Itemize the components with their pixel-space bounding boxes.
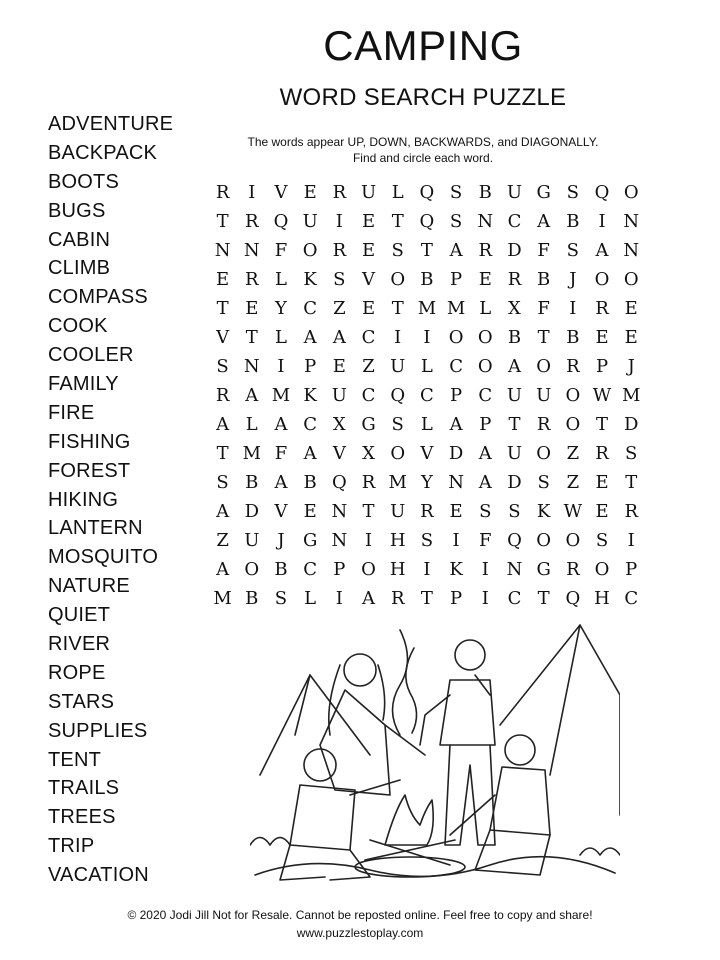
grid-row (208, 468, 646, 497)
grid-letter[interactable]: L (245, 414, 258, 435)
grid-letter[interactable]: H (389, 530, 406, 551)
word-list-item: FAMILY (48, 373, 119, 396)
word-list-item: STARS (48, 690, 115, 713)
grid-letter[interactable]: S (566, 182, 580, 203)
grid-letter[interactable]: M (446, 298, 466, 319)
grid-letter[interactable]: S (391, 240, 404, 261)
grid-letter[interactable]: F (537, 298, 550, 319)
grid-letter[interactable]: C (507, 211, 522, 232)
word-list-item: BOOTS (48, 170, 120, 193)
grid-letter[interactable]: C (478, 385, 493, 406)
grid-letter[interactable]: E (361, 240, 376, 261)
grid-letter[interactable]: S (479, 501, 492, 522)
grid-letter[interactable]: V (274, 501, 288, 522)
grid-letter[interactable]: T (625, 472, 638, 493)
word-list-item: LANTERN (48, 517, 143, 540)
grid-letter[interactable]: V (216, 327, 230, 348)
grid-row (208, 381, 646, 410)
grid-letter[interactable]: A (478, 443, 492, 464)
grid-letter[interactable]: S (449, 182, 463, 203)
grid-letter[interactable]: O (565, 414, 581, 435)
grid-letter[interactable]: Q (331, 472, 347, 493)
word-list-item: TENT (48, 748, 102, 771)
person-woman-icon (344, 654, 376, 686)
word-list-item: CABIN (48, 228, 111, 251)
instructions (200, 134, 646, 166)
word-list-item: TRAILS (48, 777, 120, 800)
grid-letter[interactable]: N (506, 559, 523, 580)
grid-letter[interactable]: M (417, 298, 437, 319)
grid-row (208, 236, 646, 265)
grid-letter[interactable]: C (303, 559, 318, 580)
grid-letter[interactable]: L (274, 269, 287, 290)
grid-letter[interactable]: R (595, 443, 609, 464)
grid-letter[interactable]: U (536, 385, 552, 406)
grid-row (208, 178, 646, 207)
grid-letter[interactable]: M (622, 385, 641, 406)
grid-letter[interactable]: B (274, 559, 288, 580)
grid-letter[interactable]: J (277, 530, 285, 551)
grid-letter[interactable]: T (216, 211, 229, 232)
grid-letter[interactable]: T (391, 298, 404, 319)
grid-letter[interactable]: V (332, 443, 346, 464)
grid-letter[interactable]: C (420, 385, 434, 406)
grid-letter[interactable]: E (595, 501, 609, 522)
grid-letter[interactable]: A (362, 588, 376, 609)
grid-letter[interactable]: E (303, 501, 317, 522)
grid-letter[interactable]: E (361, 298, 376, 319)
grid-row (208, 555, 646, 584)
grid-letter[interactable]: T (362, 501, 375, 522)
grid-letter[interactable]: U (506, 182, 523, 203)
grid-letter[interactable]: L (304, 588, 317, 609)
grid-letter[interactable]: X (508, 298, 521, 319)
grid-letter[interactable]: D (624, 414, 639, 435)
grid-letter[interactable]: O (390, 269, 406, 290)
grid-letter[interactable]: R (245, 269, 259, 290)
grid-letter[interactable]: R (624, 501, 638, 522)
grid-letter[interactable]: N (331, 530, 348, 551)
grid-letter[interactable]: R (420, 501, 434, 522)
grid-letter[interactable]: C (449, 356, 463, 377)
grid-letter[interactable]: S (420, 530, 434, 551)
grid-row (208, 439, 646, 468)
letter-grid (208, 178, 646, 613)
grid-letter[interactable]: N (331, 501, 348, 522)
grid-letter[interactable]: S (274, 588, 288, 609)
grid-letter[interactable]: S (449, 211, 463, 232)
grid-letter[interactable]: I (481, 559, 489, 580)
grid-letter[interactable]: C (303, 414, 318, 435)
grid-letter[interactable]: U (302, 211, 318, 232)
grid-letter[interactable]: C (624, 588, 639, 609)
grid-letter[interactable]: U (506, 385, 523, 406)
word-list-item: BUGS (48, 199, 106, 222)
grid-letter[interactable]: O (302, 240, 318, 261)
grid-letter[interactable]: A (537, 211, 551, 232)
grid-letter[interactable]: K (449, 559, 463, 580)
grid-letter[interactable]: R (566, 559, 580, 580)
camping-family-campfire-illustration (250, 615, 620, 895)
person-boy-icon (304, 749, 336, 781)
grid-row (208, 526, 646, 555)
grid-letter[interactable]: D (448, 443, 464, 464)
grid-row (208, 207, 646, 236)
grid-letter[interactable]: B (566, 211, 580, 232)
grid-letter[interactable]: P (450, 588, 463, 609)
grid-letter[interactable]: E (216, 269, 230, 290)
grid-row (208, 410, 646, 439)
grid-letter[interactable]: L (274, 327, 287, 348)
grid-letter[interactable]: G (302, 530, 318, 551)
grid-row (208, 323, 646, 352)
grid-row (208, 584, 646, 613)
grid-letter[interactable]: N (623, 240, 640, 261)
grid-letter[interactable]: I (452, 530, 460, 551)
word-list-item: FISHING (48, 430, 131, 453)
grid-letter[interactable]: Q (419, 182, 435, 203)
grid-row (208, 265, 646, 294)
grid-letter[interactable]: B (245, 588, 259, 609)
grid-letter[interactable]: M (242, 443, 261, 464)
grid-letter[interactable]: S (391, 414, 404, 435)
grid-letter[interactable]: P (450, 269, 463, 290)
grid-letter[interactable]: U (390, 501, 406, 522)
grid-letter[interactable]: K (303, 385, 317, 406)
grid-letter[interactable]: L (420, 414, 433, 435)
grid-letter[interactable]: R (478, 240, 493, 261)
grid-letter[interactable]: V (362, 269, 376, 290)
grid-letter[interactable]: S (625, 443, 638, 464)
grid-letter[interactable]: R (536, 414, 551, 435)
grid-letter[interactable]: N (448, 472, 464, 493)
grid-letter[interactable]: P (595, 356, 609, 377)
grid-letter[interactable]: O (536, 530, 552, 551)
grid-letter[interactable]: N (623, 211, 640, 232)
word-list-item: TREES (48, 806, 116, 829)
grid-letter[interactable]: M (213, 588, 232, 609)
grid-letter[interactable]: I (248, 182, 256, 203)
grid-letter[interactable]: C (361, 327, 376, 348)
grid-letter[interactable]: P (479, 414, 492, 435)
grid-letter[interactable]: F (479, 530, 492, 551)
grid-letter[interactable]: C (361, 385, 376, 406)
grid-letter[interactable]: A (303, 443, 317, 464)
grid-letter[interactable]: I (277, 356, 285, 377)
copyright-notice: © 2020 Jodi Jill Not for Resale. Cannot be reposted online. Feel free to copy and share! (127, 908, 593, 922)
right-tent-icon (500, 625, 620, 815)
grid-letter[interactable]: T (216, 443, 229, 464)
word-list-item: COMPASS (48, 286, 148, 309)
grid-letter[interactable]: Z (333, 298, 346, 319)
grid-row (208, 294, 646, 323)
word-list-item: RIVER (48, 633, 111, 656)
grid-letter[interactable]: Q (594, 182, 610, 203)
grid-letter[interactable]: O (361, 559, 376, 580)
grid-letter[interactable]: K (536, 501, 551, 522)
grid-letter[interactable]: P (304, 356, 317, 377)
grid-letter[interactable]: L (479, 298, 492, 319)
grid-letter[interactable]: Z (362, 356, 375, 377)
grid-letter[interactable]: P (450, 385, 463, 406)
grid-letter[interactable]: O (477, 356, 493, 377)
grid-letter[interactable]: B (507, 327, 522, 348)
grid-letter[interactable]: E (624, 327, 638, 348)
grid-letter[interactable]: P (625, 559, 638, 580)
grid-letter[interactable]: R (361, 472, 376, 493)
grid-letter[interactable]: H (389, 559, 406, 580)
grid-letter[interactable]: E (449, 501, 463, 522)
grid-letter[interactable]: I (569, 298, 577, 319)
grid-letter[interactable]: G (536, 182, 551, 203)
word-list (48, 110, 173, 890)
grid-letter[interactable]: X (362, 443, 375, 464)
grid-letter[interactable]: W (563, 501, 583, 522)
grid-letter[interactable]: R (390, 588, 405, 609)
grid-letter[interactable]: K (303, 269, 317, 290)
puzzle-subtitle: WORD SEARCH PUZZLE (279, 84, 567, 111)
grid-letter[interactable]: U (360, 182, 377, 203)
grid-letter[interactable]: B (537, 269, 551, 290)
grid-letter[interactable]: E (595, 472, 609, 493)
grid-letter[interactable]: E (332, 356, 346, 377)
person-man-icon (455, 640, 485, 670)
grid-letter[interactable]: D (507, 240, 522, 261)
word-list-item: COOK (48, 315, 108, 338)
grid-letter[interactable]: X (332, 414, 346, 435)
grid-letter[interactable]: R (332, 240, 347, 261)
word-list-item: FOREST (48, 459, 131, 482)
grid-letter[interactable]: O (536, 356, 552, 377)
word-list-item: ROPE (48, 661, 106, 684)
instructions-line-1: The words appear UP, DOWN, BACKWARDS, and DIAGONALLY. (247, 135, 599, 149)
grid-letter[interactable]: B (303, 472, 317, 493)
grid-letter[interactable]: N (214, 240, 231, 261)
grid-letter[interactable]: N (243, 240, 260, 261)
grid-letter[interactable]: T (596, 414, 609, 435)
grid-letter[interactable]: L (420, 356, 433, 377)
grid-letter[interactable]: A (245, 385, 259, 406)
grid-letter[interactable]: B (245, 472, 259, 493)
grid-letter[interactable]: R (507, 269, 522, 290)
grid-letter[interactable]: N (243, 356, 260, 377)
grid-letter[interactable]: V (274, 182, 288, 203)
word-list-item: NATURE (48, 575, 130, 598)
grid-letter[interactable]: Q (507, 530, 522, 551)
grid-letter[interactable]: U (331, 385, 347, 406)
grid-letter[interactable]: H (594, 588, 610, 609)
grid-letter[interactable]: A (595, 240, 609, 261)
grid-letter[interactable]: A (274, 472, 288, 493)
grid-letter[interactable]: I (598, 211, 606, 232)
grid-letter[interactable]: G (536, 559, 551, 580)
grid-letter[interactable]: S (537, 472, 550, 493)
grid-letter[interactable]: E (478, 269, 492, 290)
grid-letter[interactable]: B (478, 182, 492, 203)
grid-letter[interactable]: A (507, 356, 521, 377)
grid-letter[interactable]: U (390, 356, 406, 377)
campfire-icon (385, 795, 433, 845)
puzzle-title: CAMPING (323, 22, 523, 69)
grid-letter[interactable]: T (537, 588, 550, 609)
grid-letter[interactable]: O (623, 182, 639, 203)
grid-letter[interactable]: O (565, 385, 581, 406)
grid-letter[interactable]: Z (566, 443, 580, 464)
grid-letter[interactable]: A (274, 414, 288, 435)
grid-letter[interactable]: Y (275, 298, 287, 319)
person-girl-icon (505, 735, 535, 765)
grid-letter[interactable]: S (566, 240, 580, 261)
grid-letter[interactable]: S (333, 269, 346, 290)
grid-letter[interactable]: A (216, 414, 230, 435)
grid-letter[interactable]: S (216, 472, 229, 493)
grid-letter[interactable]: O (536, 443, 552, 464)
word-list-item: COOLER (48, 344, 134, 367)
grid-letter[interactable]: P (333, 559, 346, 580)
grid-letter[interactable]: E (245, 298, 259, 319)
grid-letter[interactable]: O (565, 530, 581, 551)
grid-letter[interactable]: U (244, 530, 260, 551)
grid-letter[interactable]: I (335, 211, 343, 232)
grid-letter[interactable]: T (420, 240, 433, 261)
grid-letter[interactable]: M (388, 472, 407, 493)
grid-letter[interactable]: O (448, 327, 464, 348)
grid-letter[interactable]: C (303, 298, 318, 319)
grid-letter[interactable]: R (215, 182, 230, 203)
grid-letter[interactable]: Y (420, 472, 433, 493)
left-tent-icon (260, 675, 370, 775)
grid-letter[interactable]: T (245, 327, 258, 348)
grid-letter[interactable]: N (477, 211, 494, 232)
grid-letter[interactable]: B (566, 327, 580, 348)
grid-letter[interactable]: S (508, 501, 521, 522)
word-list-item: ADVENTURE (48, 113, 174, 135)
grid-letter[interactable]: A (332, 327, 346, 348)
grid-letter[interactable]: Z (216, 530, 229, 551)
grid-letter[interactable]: E (303, 182, 317, 203)
grid-letter[interactable]: O (623, 269, 639, 290)
grid-letter[interactable]: S (595, 530, 609, 551)
grid-letter[interactable]: A (449, 240, 463, 261)
grid-letter[interactable]: E (595, 327, 609, 348)
grid-letter[interactable]: I (423, 327, 431, 348)
word-list-item: VACATION (48, 864, 149, 887)
website-link[interactable]: www.puzzlestoplay.com (296, 926, 424, 940)
grid-letter[interactable]: R (332, 182, 347, 203)
grid-letter[interactable]: M (271, 385, 291, 406)
grid-letter[interactable]: A (216, 501, 230, 522)
grid-letter[interactable]: Q (273, 211, 289, 232)
grid-letter[interactable]: F (274, 240, 288, 261)
grid-letter[interactable]: W (592, 385, 612, 406)
grid-letter[interactable]: A (216, 559, 230, 580)
grid-letter[interactable]: C (507, 588, 522, 609)
grid-letter[interactable]: R (215, 385, 230, 406)
grid-row (208, 352, 646, 381)
grid-letter[interactable]: E (361, 211, 376, 232)
grid-letter[interactable]: Q (419, 211, 435, 232)
grid-letter[interactable]: I (335, 588, 343, 609)
grid-letter[interactable]: Q (565, 588, 581, 609)
grid-letter[interactable]: S (216, 356, 229, 377)
grid-letter[interactable]: T (508, 414, 521, 435)
grid-letter[interactable]: Z (566, 472, 580, 493)
word-list-item: CLIMB (48, 257, 111, 280)
grid-letter[interactable]: Q (390, 385, 406, 406)
word-list-item: SUPPLIES (48, 719, 148, 742)
grid-letter[interactable]: D (507, 472, 522, 493)
grid-letter[interactable]: O (477, 327, 493, 348)
grid-letter[interactable]: O (390, 443, 406, 464)
grid-letter[interactable]: I (627, 530, 635, 551)
grid-letter[interactable]: R (595, 298, 609, 319)
smoke-icon (393, 630, 408, 735)
grid-letter[interactable]: T (216, 298, 229, 319)
grid-letter[interactable]: R (245, 211, 259, 232)
grid-letter[interactable]: A (478, 472, 492, 493)
grid-letter[interactable]: U (506, 443, 523, 464)
grid-letter[interactable]: L (391, 182, 404, 203)
grid-letter[interactable]: O (244, 559, 260, 580)
grid-letter[interactable]: F (274, 443, 288, 464)
grid-letter[interactable]: J (569, 269, 577, 290)
grid-letter[interactable]: T (391, 211, 404, 232)
grid-letter[interactable]: R (566, 356, 580, 377)
word-list-item: MOSQUITO (48, 546, 159, 569)
word-list-item: BACKPACK (48, 141, 158, 164)
grid-letter[interactable]: I (481, 588, 489, 609)
word-list-item: FIRE (48, 401, 95, 424)
word-list-item: QUIET (48, 604, 111, 627)
grid-letter[interactable]: D (244, 501, 259, 522)
grid-letter[interactable]: B (420, 269, 434, 290)
word-list-item: TRIP (48, 835, 95, 858)
word-list-item: HIKING (48, 488, 119, 511)
instructions-line-2: Find and circle each word. (352, 151, 494, 165)
grid-letter[interactable]: T (420, 588, 433, 609)
grid-letter[interactable]: A (303, 327, 317, 348)
grid-letter[interactable]: I (423, 559, 431, 580)
grid-letter[interactable]: O (594, 559, 610, 580)
grid-letter[interactable]: J (627, 356, 635, 377)
grid-letter[interactable]: T (537, 327, 550, 348)
grid-letter[interactable]: O (594, 269, 610, 290)
grid-letter[interactable]: E (624, 298, 638, 319)
grid-letter[interactable]: V (420, 443, 434, 464)
grid-letter[interactable]: F (537, 240, 550, 261)
grid-row (208, 497, 646, 526)
grid-letter[interactable]: I (364, 530, 373, 551)
grid-letter[interactable]: I (394, 327, 402, 348)
grid-letter[interactable]: A (449, 414, 463, 435)
grid-letter[interactable]: G (361, 414, 376, 435)
